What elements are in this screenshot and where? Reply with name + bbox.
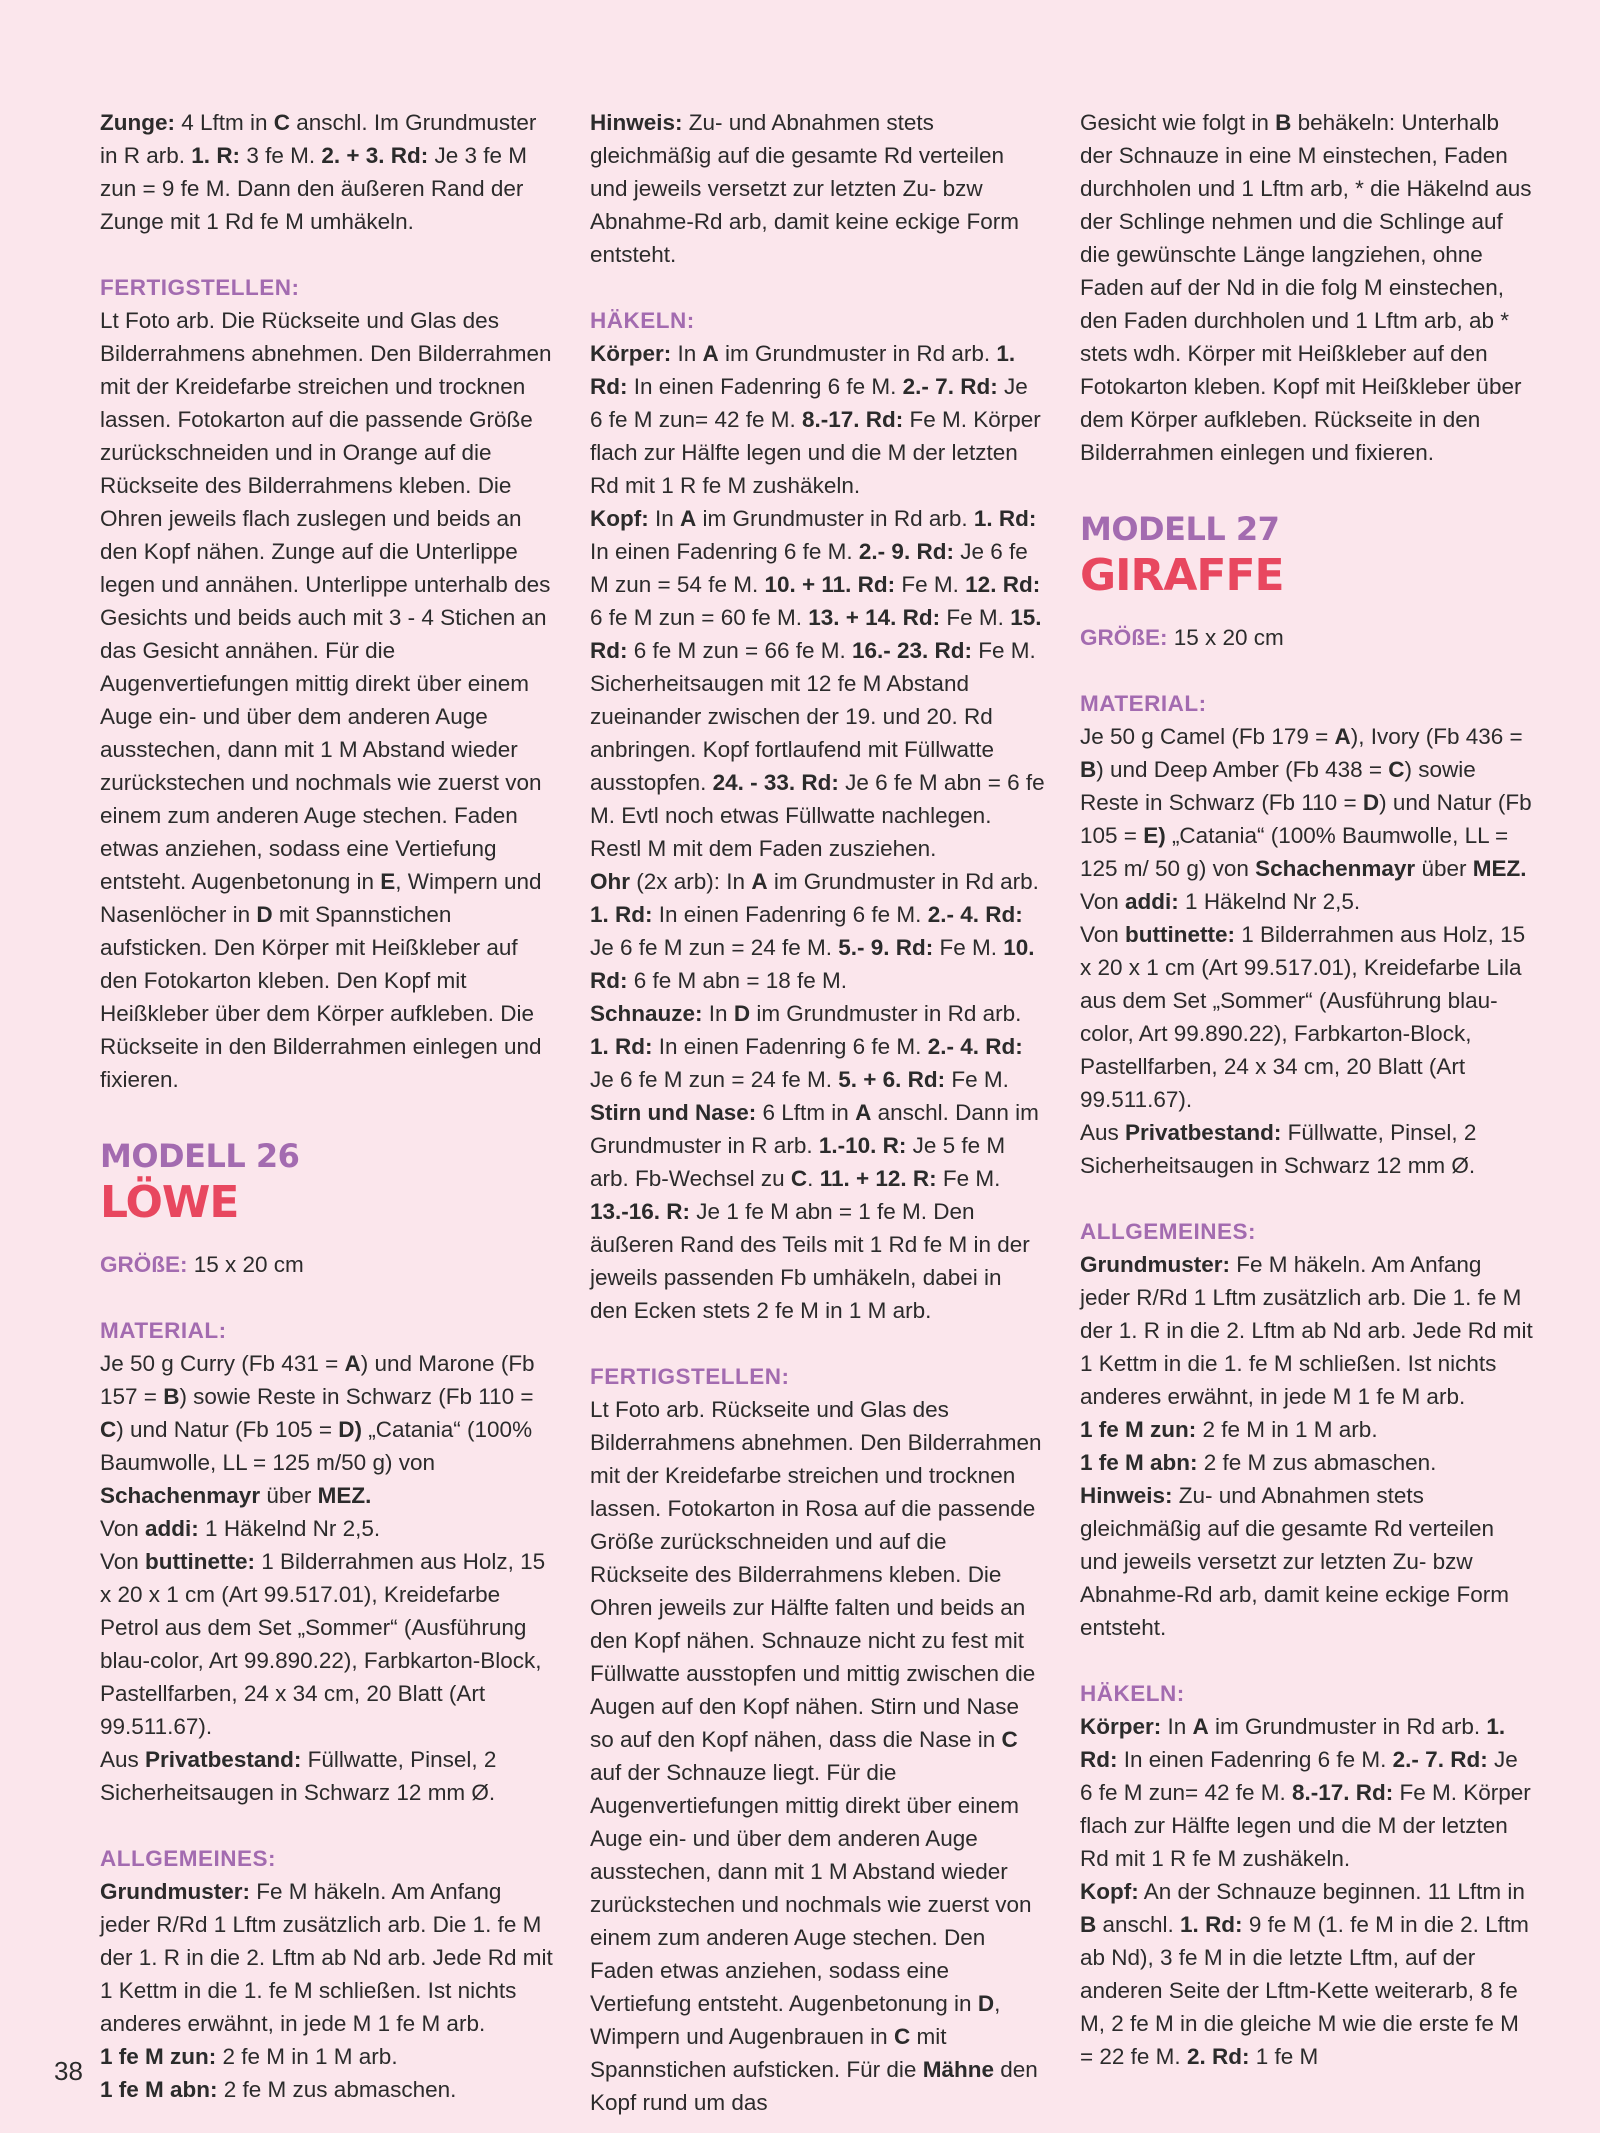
size-line: GRÖßE: 15 x 20 cm xyxy=(1080,625,1284,650)
allgemeines-grundmuster: Grundmuster: Fe M häkeln. Am Anfang jeder R/Rd 1 Lftm zusätzlich arb. Die 1. fe M der 1. R in die 2. Lftm ab Nd arb. Jede Rd mit 1 Kettm in die 1. fe M schließen. Ist nichts anderes erwähnt, in jede M 1 fe M arb. xyxy=(100,1879,553,2036)
material-privat: Aus Privatbestand: Füllwatte, Pinsel, 2 Sicherheitsaugen in Schwarz 12 mm Ø. xyxy=(100,1747,497,1805)
koerper-paragraph: Körper: In A im Grundmuster in Rd arb. 1. Rd: In einen Fadenring 6 fe M. 2.- 7. Rd: Je 6 fe M zun= 42 fe M. 8.-17. Rd: Fe M. Körper flach zur Hälfte legen und die M der letzten Rd mit 1 R fe M zushäkeln. xyxy=(1080,1714,1531,1871)
size-line: GRÖßE: 15 x 20 cm xyxy=(100,1252,304,1277)
hinweis-paragraph: Hinweis: Zu- und Abnahmen stets gleichmäßig auf die gesamte Rd verteilen und jeweils versetzt zur letzten Zu- bzw Abnahme-Rd arb, damit keine eckige Form entsteht. xyxy=(590,110,1019,267)
zunge-paragraph: Zunge: 4 Lftm in C anschl. Im Grundmuster in R arb. 1. R: 3 fe M. 2. + 3. Rd: Je 3 fe M zun = 9 fe M. Dann den äußeren Rand der Zunge mit 1 Rd fe M umhäkeln. xyxy=(100,110,537,234)
material-privat: Aus Privatbestand: Füllwatte, Pinsel, 2 Sicherheitsaugen in Schwarz 12 mm Ø. xyxy=(1080,1120,1477,1178)
schnauze-paragraph: Schnauze: In D im Grundmuster in Rd arb. 1. Rd: In einen Fadenring 6 fe M. 2.- 4. Rd: Je 6 fe M zun = 24 fe M. 5. + 6. Rd: Fe M. xyxy=(590,1001,1023,1092)
continuation-paragraph: Gesicht wie folgt in B behäkeln: Unterhalb der Schnauze in eine M einstechen, Faden durchholen und 1 Lftm arb, * die Häkelnd aus der Schlinge nehmen und die Schlinge auf die gewünschte Länge langziehen, ohne Faden auf der Nd in die folg M einstechen, den Faden durchholen und 1 Lftm arb, ab * stets wdh. Körper mit Heißkleber auf den Fotokarton kleben. Kopf mit Heißkleber über dem Körper aufkleben. Rückseite in den Bilderrahmen einlegen und fixieren. xyxy=(1080,110,1532,465)
heading-allgemeines: ALLGEMEINES: xyxy=(1080,1219,1257,1244)
heading-allgemeines: ALLGEMEINES: xyxy=(100,1846,277,1871)
allgemeines-grundmuster: Grundmuster: Fe M häkeln. Am Anfang jeder R/Rd 1 Lftm zusätzlich arb. Die 1. fe M der 1. R in die 2. Lftm ab Nd arb. Jede Rd mit 1 Kettm in die 1. fe M schließen. Ist nichts anderes erwähnt, in jede M 1 fe M arb. xyxy=(1080,1252,1533,1409)
kopf-paragraph: Kopf: An der Schnauze beginnen. 11 Lftm in B anschl. 1. Rd: 9 fe M (1. fe M in die 2. Lftm ab Nd), 3 fe M in die letzte Lftm, auf der anderen Seite der Lftm-Kette weiterarb, 8 fe M, 2 fe M in die gleiche M wie die erste fe M = 22 fe M. 2. Rd: 1 fe M xyxy=(1080,1879,1529,2069)
heading-haekeln: HÄKELN: xyxy=(590,308,695,333)
modell-label: MODELL 26 xyxy=(100,1137,300,1175)
page-number: 38 xyxy=(54,2056,83,2086)
ohr-paragraph: Ohr (2x arb): In A im Grundmuster in Rd arb. 1. Rd: In einen Fadenring 6 fe M. 2.- 4. Rd: Je 6 fe M zun = 24 fe M. 5.- 9. Rd: Fe M. 10. Rd: 6 fe M abn = 18 fe M. xyxy=(590,869,1039,993)
heading-material: MATERIAL: xyxy=(1080,691,1207,716)
column-1 xyxy=(100,106,555,2106)
allgemeines-zun: 1 fe M zun: 2 fe M in 1 M arb. xyxy=(100,2044,398,2069)
modell-label: MODELL 27 xyxy=(1080,510,1280,548)
kopf-paragraph: Kopf: In A im Grundmuster in Rd arb. 1. Rd: In einen Fadenring 6 fe M. 2.- 9. Rd: Je 6 fe M zun = 54 fe M. 10. + 11. Rd: Fe M. 12. Rd: 6 fe M zun = 60 fe M. 13. + 14. Rd: Fe M. 15. Rd: 6 fe M zun = 66 fe M. 16.- 23. Rd: Fe M. Sicherheitsaugen mit 12 fe M Abstand zueinander zwischen der 19. und 20. Rd anbringen. Kopf fortlaufend mit Füllwatte ausstopfen. 24. - 33. Rd: Je 6 fe M abn = 6 fe M. Evtl noch etwas Füllwatte nachlegen. Restl M mit dem Faden zusziehen. xyxy=(590,506,1045,861)
model-title: LÖWE xyxy=(100,1177,239,1228)
allgemeines-zun: 1 fe M zun: 2 fe M in 1 M arb. xyxy=(1080,1417,1378,1442)
material-yarn: Je 50 g Curry (Fb 431 = A) und Marone (Fb 157 = B) sowie Reste in Schwarz (Fb 110 = C) und Natur (Fb 105 = D) „Catania“ (100% Baumwolle, LL = 125 m/50 g) von Schachenmayr über MEZ. xyxy=(100,1351,535,1508)
material-addi: Von addi: 1 Häkelnd Nr 2,5. xyxy=(1080,889,1361,914)
heading-haekeln: HÄKELN: xyxy=(1080,1681,1185,1706)
model-title: GIRAFFE xyxy=(1080,550,1284,601)
column-3 xyxy=(1080,106,1535,2073)
allgemeines-abn: 1 fe M abn: 2 fe M zus abmaschen. xyxy=(100,2077,457,2102)
heading-fertigstellen: FERTIGSTELLEN: xyxy=(590,1364,790,1389)
fertigstellen-paragraph: Lt Foto arb. Die Rückseite und Glas des Bilderrahmens abnehmen. Den Bilderrahmen mit der Kreidefarbe streichen und trocknen lassen. Fotokarton auf die passende Größe zurückschneiden und in Orange auf die Rückseite des Bilderrahmens kleben. Die Ohren jeweils flach zuslegen und beids an den Kopf nähen. Zunge auf die Unterlippe legen und annähen. Unterlippe unterhalb des Gesichts und beids auch mit 3 - 4 Stichen an das Gesicht annähen. Für die Augenvertiefungen mittig direkt über einem Auge ein- und über dem anderen Auge ausstechen, dann mit 1 M Abstand wieder zurückstechen und nochmals wie zuerst von einem zum anderen Auge stechen. Faden etwas anziehen, sodass eine Vertiefung entsteht. Augenbetonung in E, Wimpern und Nasenlöcher in D mit Spannstichen aufsticken. Den Körper mit Heißkleber auf den Fotokarton kleben. Den Kopf mit Heißkleber über dem Körper aufkleben. Die Rückseite in den Bilderrahmen einlegen und fixieren. xyxy=(100,308,552,1092)
material-buttinette: Von buttinette: 1 Bilderrahmen aus Holz, 15 x 20 x 1 cm (Art 99.517.01), Kreidefarbe Lila aus dem Set „Sommer“ (Ausführung blau-color, Art 99.890.22), Farbkarton-Block, Pastellfarben, 24 x 34 cm, 20 Blatt (Art 99.511.67). xyxy=(1080,922,1526,1112)
stirn-nase-paragraph: Stirn und Nase: 6 Lftm in A anschl. Dann im Grundmuster in R arb. 1.-10. R: Je 5 fe M arb. Fb-Wechsel zu C. 11. + 12. R: Fe M. 13.-16. R: Je 1 fe M abn = 1 fe M. Den äußeren Rand des Teils mit 1 Rd fe M in der jeweils passenden Fb umhäkeln, dabei in den Ecken stets 2 fe M in 1 M arb. xyxy=(590,1100,1039,1323)
hinweis-paragraph: Hinweis: Zu- und Abnahmen stets gleichmäßig auf die gesamte Rd verteilen und jeweils versetzt zur letzten Zu- bzw Abnahme-Rd arb, damit keine eckige Form entsteht. xyxy=(1080,1483,1509,1640)
koerper-paragraph: Körper: In A im Grundmuster in Rd arb. 1. Rd: In einen Fadenring 6 fe M. 2.- 7. Rd: Je 6 fe M zun= 42 fe M. 8.-17. Rd: Fe M. Körper flach zur Hälfte legen und die M der letzten Rd mit 1 R fe M zushäkeln. xyxy=(590,341,1041,498)
heading-fertigstellen: FERTIGSTELLEN: xyxy=(100,275,300,300)
material-addi: Von addi: 1 Häkelnd Nr 2,5. xyxy=(100,1516,381,1541)
column-2 xyxy=(590,106,1045,2119)
material-buttinette: Von buttinette: 1 Bilderrahmen aus Holz, 15 x 20 x 1 cm (Art 99.517.01), Kreidefarbe Petrol aus dem Set „Sommer“ (Ausführung blau-color, Art 99.890.22), Farbkarton-Block, Pastellfarben, 24 x 34 cm, 20 Blatt (Art 99.511.67). xyxy=(100,1549,546,1739)
allgemeines-abn: 1 fe M abn: 2 fe M zus abmaschen. xyxy=(1080,1450,1437,1475)
fertigstellen-paragraph: Lt Foto arb. Rückseite und Glas des Bilderrahmens abnehmen. Den Bilderrahmen mit der Kreidefarbe streichen und trocknen lassen. Fotokarton in Rosa auf die passende Größe zurückschneiden und auf die Rückseite des Bilderrahmens kleben. Die Ohren jeweils zur Hälfte falten und beids an den Kopf nähen. Schnauze nicht zu fest mit Füllwatte ausstopfen und mittig zwischen die Augen auf den Kopf nähen. Stirn und Nase so auf den Kopf nähen, dass die Nase in C auf der Schnauze liegt. Für die Augenvertiefungen mittig direkt über einem Auge ein- und über dem anderen Auge ausstechen, dann mit 1 M Abstand wieder zurückstechen und nochmals wie zuerst von einem zum anderen Auge stechen. Den Faden etwas anziehen, sodass eine Vertiefung entsteht. Augenbetonung in D, Wimpern und Augenbrauen in C mit Spannstichen aufsticken. Für die Mähne den Kopf rund um das xyxy=(590,1397,1042,2115)
heading-material: MATERIAL: xyxy=(100,1318,227,1343)
material-yarn: Je 50 g Camel (Fb 179 = A), Ivory (Fb 436 = B) und Deep Amber (Fb 438 = C) sowie Reste in Schwarz (Fb 110 = D) und Natur (Fb 105 = E) „Catania“ (100% Baumwolle, LL = 125 m/ 50 g) von Schachenmayr über MEZ. xyxy=(1080,724,1532,881)
